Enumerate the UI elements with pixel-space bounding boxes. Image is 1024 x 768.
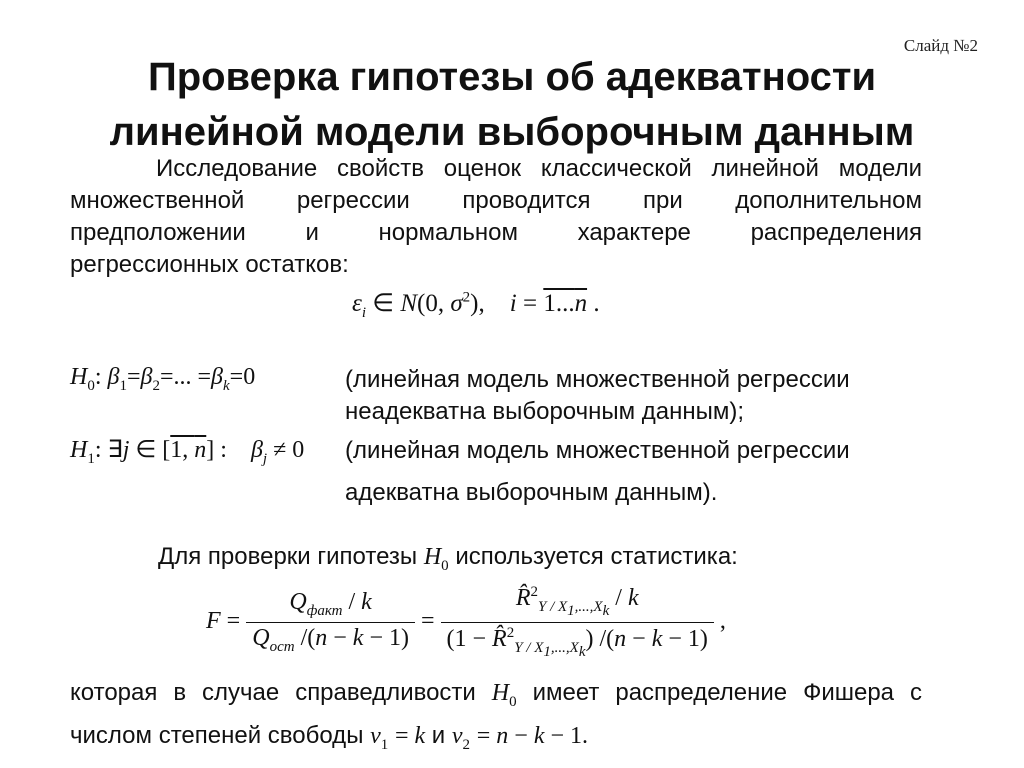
intro-line-2: множественной регрессии проводится при дополнительном [70,187,922,214]
intro-line-3: предположении и нормальном характере распределения [70,219,922,246]
intro-paragraph [70,153,922,281]
hypothesis-h0-formula: $H_0$: $\beta_1=\beta_2=$... $=\beta_k=0$ [70,364,256,394]
conclusion-line-2: числом степеней свободы $\nu_1 = k$ и $\nu_2 = n - k - 1$. [70,721,589,753]
residual-distribution-equation: $\varepsilon_i$ ∈ N(0, $\sigma^2$), i = 1...n . [352,289,600,321]
hypothesis-h1-desc-line-2: адекватна выборочным данным). [345,479,718,506]
slide-number: Слайд №2 [903,36,978,55]
statistic-intro-text: Для проверки гипотезы $H_0$ используется статистика: [158,543,738,574]
conclusion-line-1: которая в случае справедливости $H_0$ имеет распределение Фишера с [70,679,922,710]
hypothesis-h1-desc-line-1: (линейная модель множественной регрессии [345,437,850,464]
title-line-1: Проверка гипотезы об адекватности [147,55,877,99]
conclusion-paragraph [70,676,922,762]
intro-line-1: Исследование свойств оценок классической линейной модели [156,155,922,182]
hypothesis-h1-formula: $H_1$: ∃j ∈ [1, n] : $\beta_j \ne 0$ [70,437,305,467]
intro-line-4: регрессионных остатков: [70,251,349,278]
title-line-2: линейной модели выборочным данным [109,110,915,154]
page-title [0,50,1024,160]
fisher-statistic-formula: F = $\frac{Q_{факт} / k}{Q_{ост} /(n - k - 1)}$ = $\frac{R̂^2_{Y / X_1,...,X_k} / k}{(1 - R̂^2_{Y / X_1,...,X_k}) /(n - k - 1)}$ , [206,584,726,660]
hypothesis-h0-desc-line-1: (линейная модель множественной регрессии [345,366,850,393]
hypothesis-h0-desc-line-2: неадекватна выборочным данным); [345,398,745,425]
